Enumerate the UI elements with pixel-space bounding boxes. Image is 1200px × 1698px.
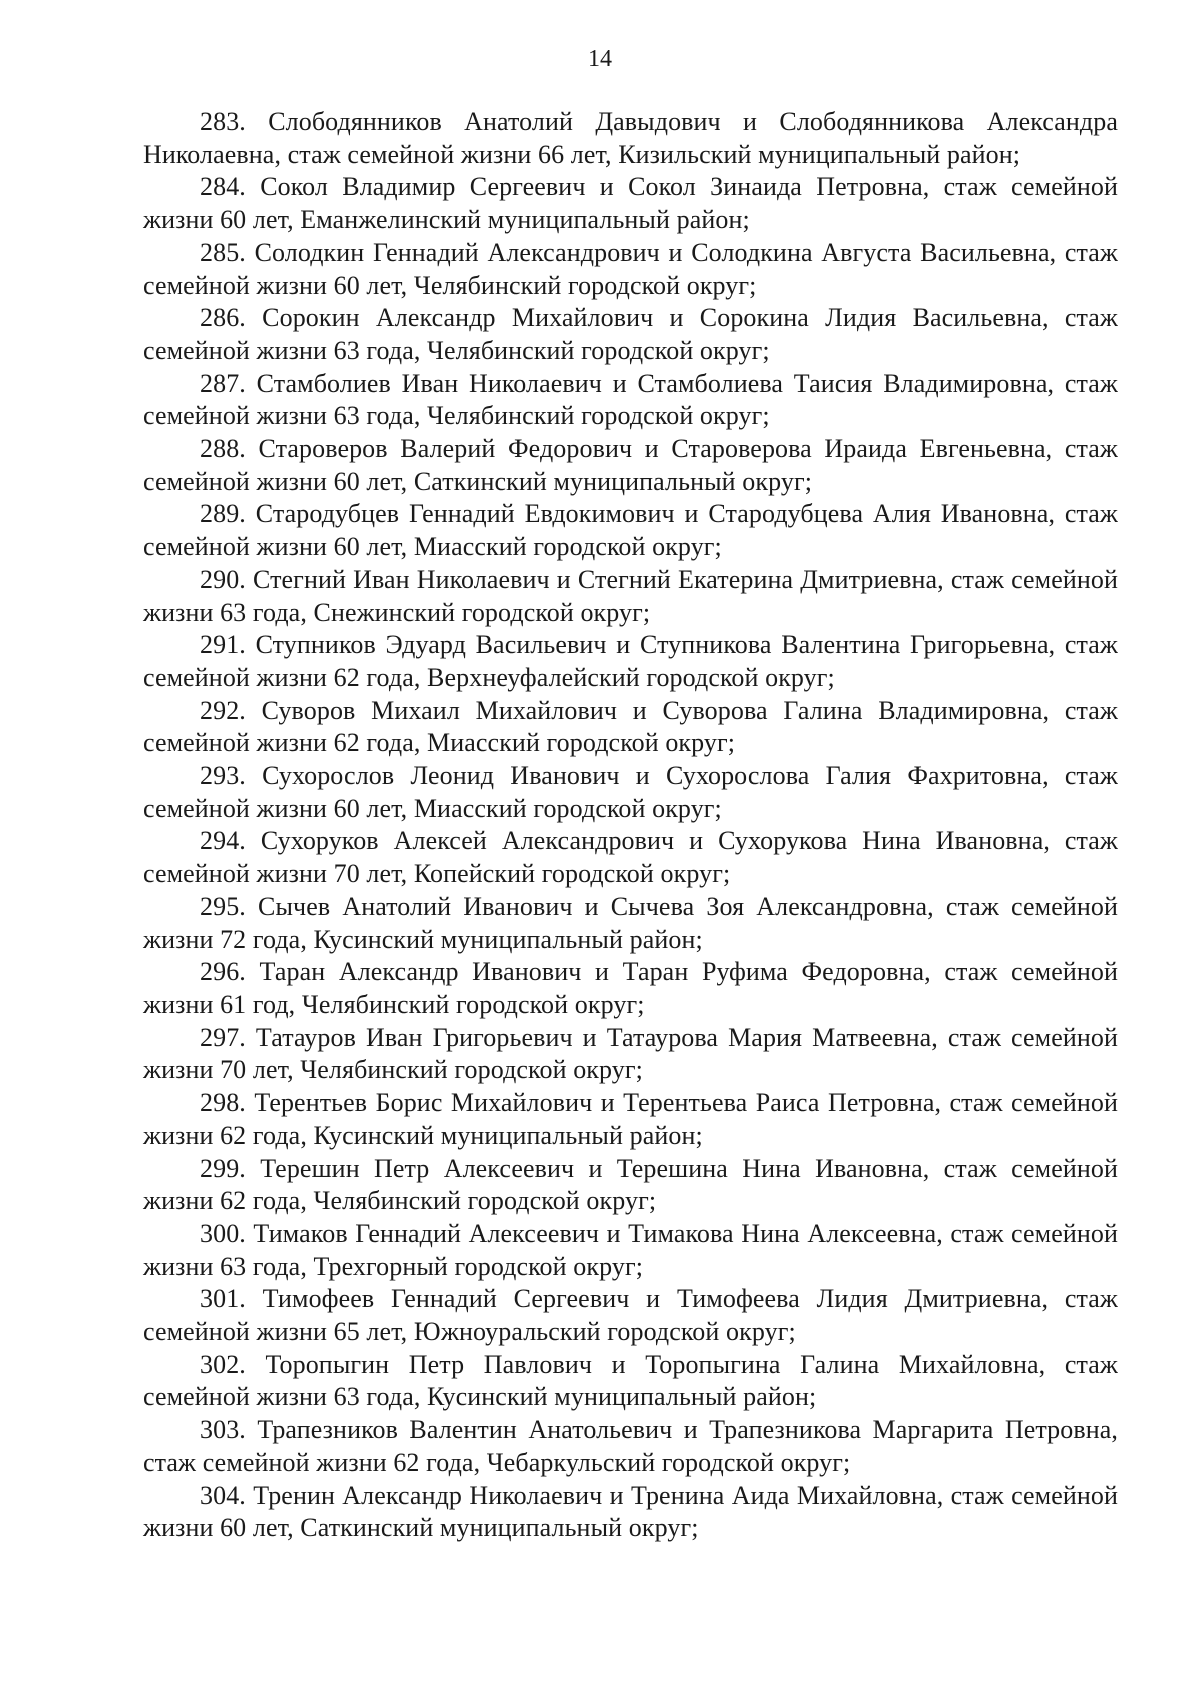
list-item: 294. Сухоруков Алексей Александрович и Сухорукова Нина Ивановна, стаж семейной жизни 70 лет, Копейский городской округ; (143, 826, 1118, 889)
list-item: 283. Слободянников Анатолий Давыдович и Слободянникова Александра Николаевна, стаж семейной жизни 66 лет, Кизильский муниципальный район; (143, 107, 1118, 169)
list-item: 298. Терентьев Борис Михайлович и Терентьева Раиса Петровна, стаж семейной жизни 62 года, Кусинский муниципальный район; (143, 1088, 1118, 1150)
list-item: 293. Сухорослов Леонид Иванович и Сухорослова Галия Фахритовна, стаж семейной жизни 60 лет, Миасский городской округ; (143, 761, 1118, 823)
list-item: 299. Терешин Петр Алексеевич и Терешина Нина Ивановна, стаж семейной жизни 62 года, Челябинский городской округ; (143, 1153, 1118, 1216)
list-item: 301. Тимофеев Геннадий Сергеевич и Тимофеева Лидия Дмитриевна, стаж семейной жизни 65 лет, Южноуральский городской округ; (143, 1284, 1118, 1347)
list-item: 297. Татауров Иван Григорьевич и Татаурова Мария Матвеевна, стаж семейной жизни 70 лет, Челябинский городской округ; (143, 1022, 1118, 1085)
entry-list (143, 106, 1118, 1545)
list-item: 303. Трапезников Валентин Анатольевич и Трапезникова Маргарита Петровна, стаж семейной жизни 62 года, Чебаркульский городской округ; (143, 1415, 1118, 1477)
list-item: 287. Стамболиев Иван Николаевич и Стамболиева Таисия Владимировна, стаж семейной жизни 63 года, Челябинский городской округ; (143, 368, 1118, 431)
list-item: 302. Торопыгин Петр Павлович и Торопыгина Галина Михайловна, стаж семейной жизни 63 года, Кусинский муниципальный район; (143, 1349, 1118, 1412)
list-item: 300. Тимаков Геннадий Алексеевич и Тимакова Нина Алексеевна, стаж семейной жизни 63 года, Трехгорный городской округ; (143, 1218, 1118, 1281)
list-item: 292. Суворов Михаил Михайлович и Суворова Галина Владимировна, стаж семейной жизни 62 года, Миасский городской округ; (143, 695, 1118, 758)
list-item: 288. Староверов Валерий Федорович и Староверова Ираида Евгеньевна, стаж семейной жизни 60 лет, Саткинский муниципальный округ; (143, 434, 1118, 496)
list-item: 286. Сорокин Александр Михайлович и Сорокина Лидия Васильевна, стаж семейной жизни 63 года, Челябинский городской округ; (143, 303, 1118, 365)
list-item: 284. Сокол Владимир Сергеевич и Сокол Зинаида Петровна, стаж семейной жизни 60 лет, Еманжелинский муниципальный район; (143, 172, 1118, 235)
list-item: 291. Ступников Эдуард Васильевич и Ступникова Валентина Григорьевна, стаж семейной жизни 62 года, Верхнеуфалейский городской округ; (143, 630, 1118, 692)
list-item: 295. Сычев Анатолий Иванович и Сычева Зоя Александровна, стаж семейной жизни 72 года, Кусинский муниципальный район; (143, 891, 1118, 954)
list-item: 289. Стародубцев Геннадий Евдокимович и Стародубцева Алия Ивановна, стаж семейной жизни 60 лет, Миасский городской округ; (143, 499, 1118, 562)
list-item: 290. Стегний Иван Николаевич и Стегний Екатерина Дмитриевна, стаж семейной жизни 63 года, Снежинский городской округ; (143, 564, 1118, 627)
page-number: 14 (588, 46, 612, 72)
list-item: 285. Солодкин Геннадий Александрович и Солодкина Августа Васильевна, стаж семейной жизни 60 лет, Челябинский городской округ; (143, 237, 1118, 300)
list-item: 304. Тренин Александр Николаевич и Тренина Аида Михайловна, стаж семейной жизни 60 лет, Саткинский муниципальный округ; (143, 1480, 1118, 1543)
list-item: 296. Таран Александр Иванович и Таран Руфима Федоровна, стаж семейной жизни 61 год, Челябинский городской округ; (143, 957, 1118, 1019)
